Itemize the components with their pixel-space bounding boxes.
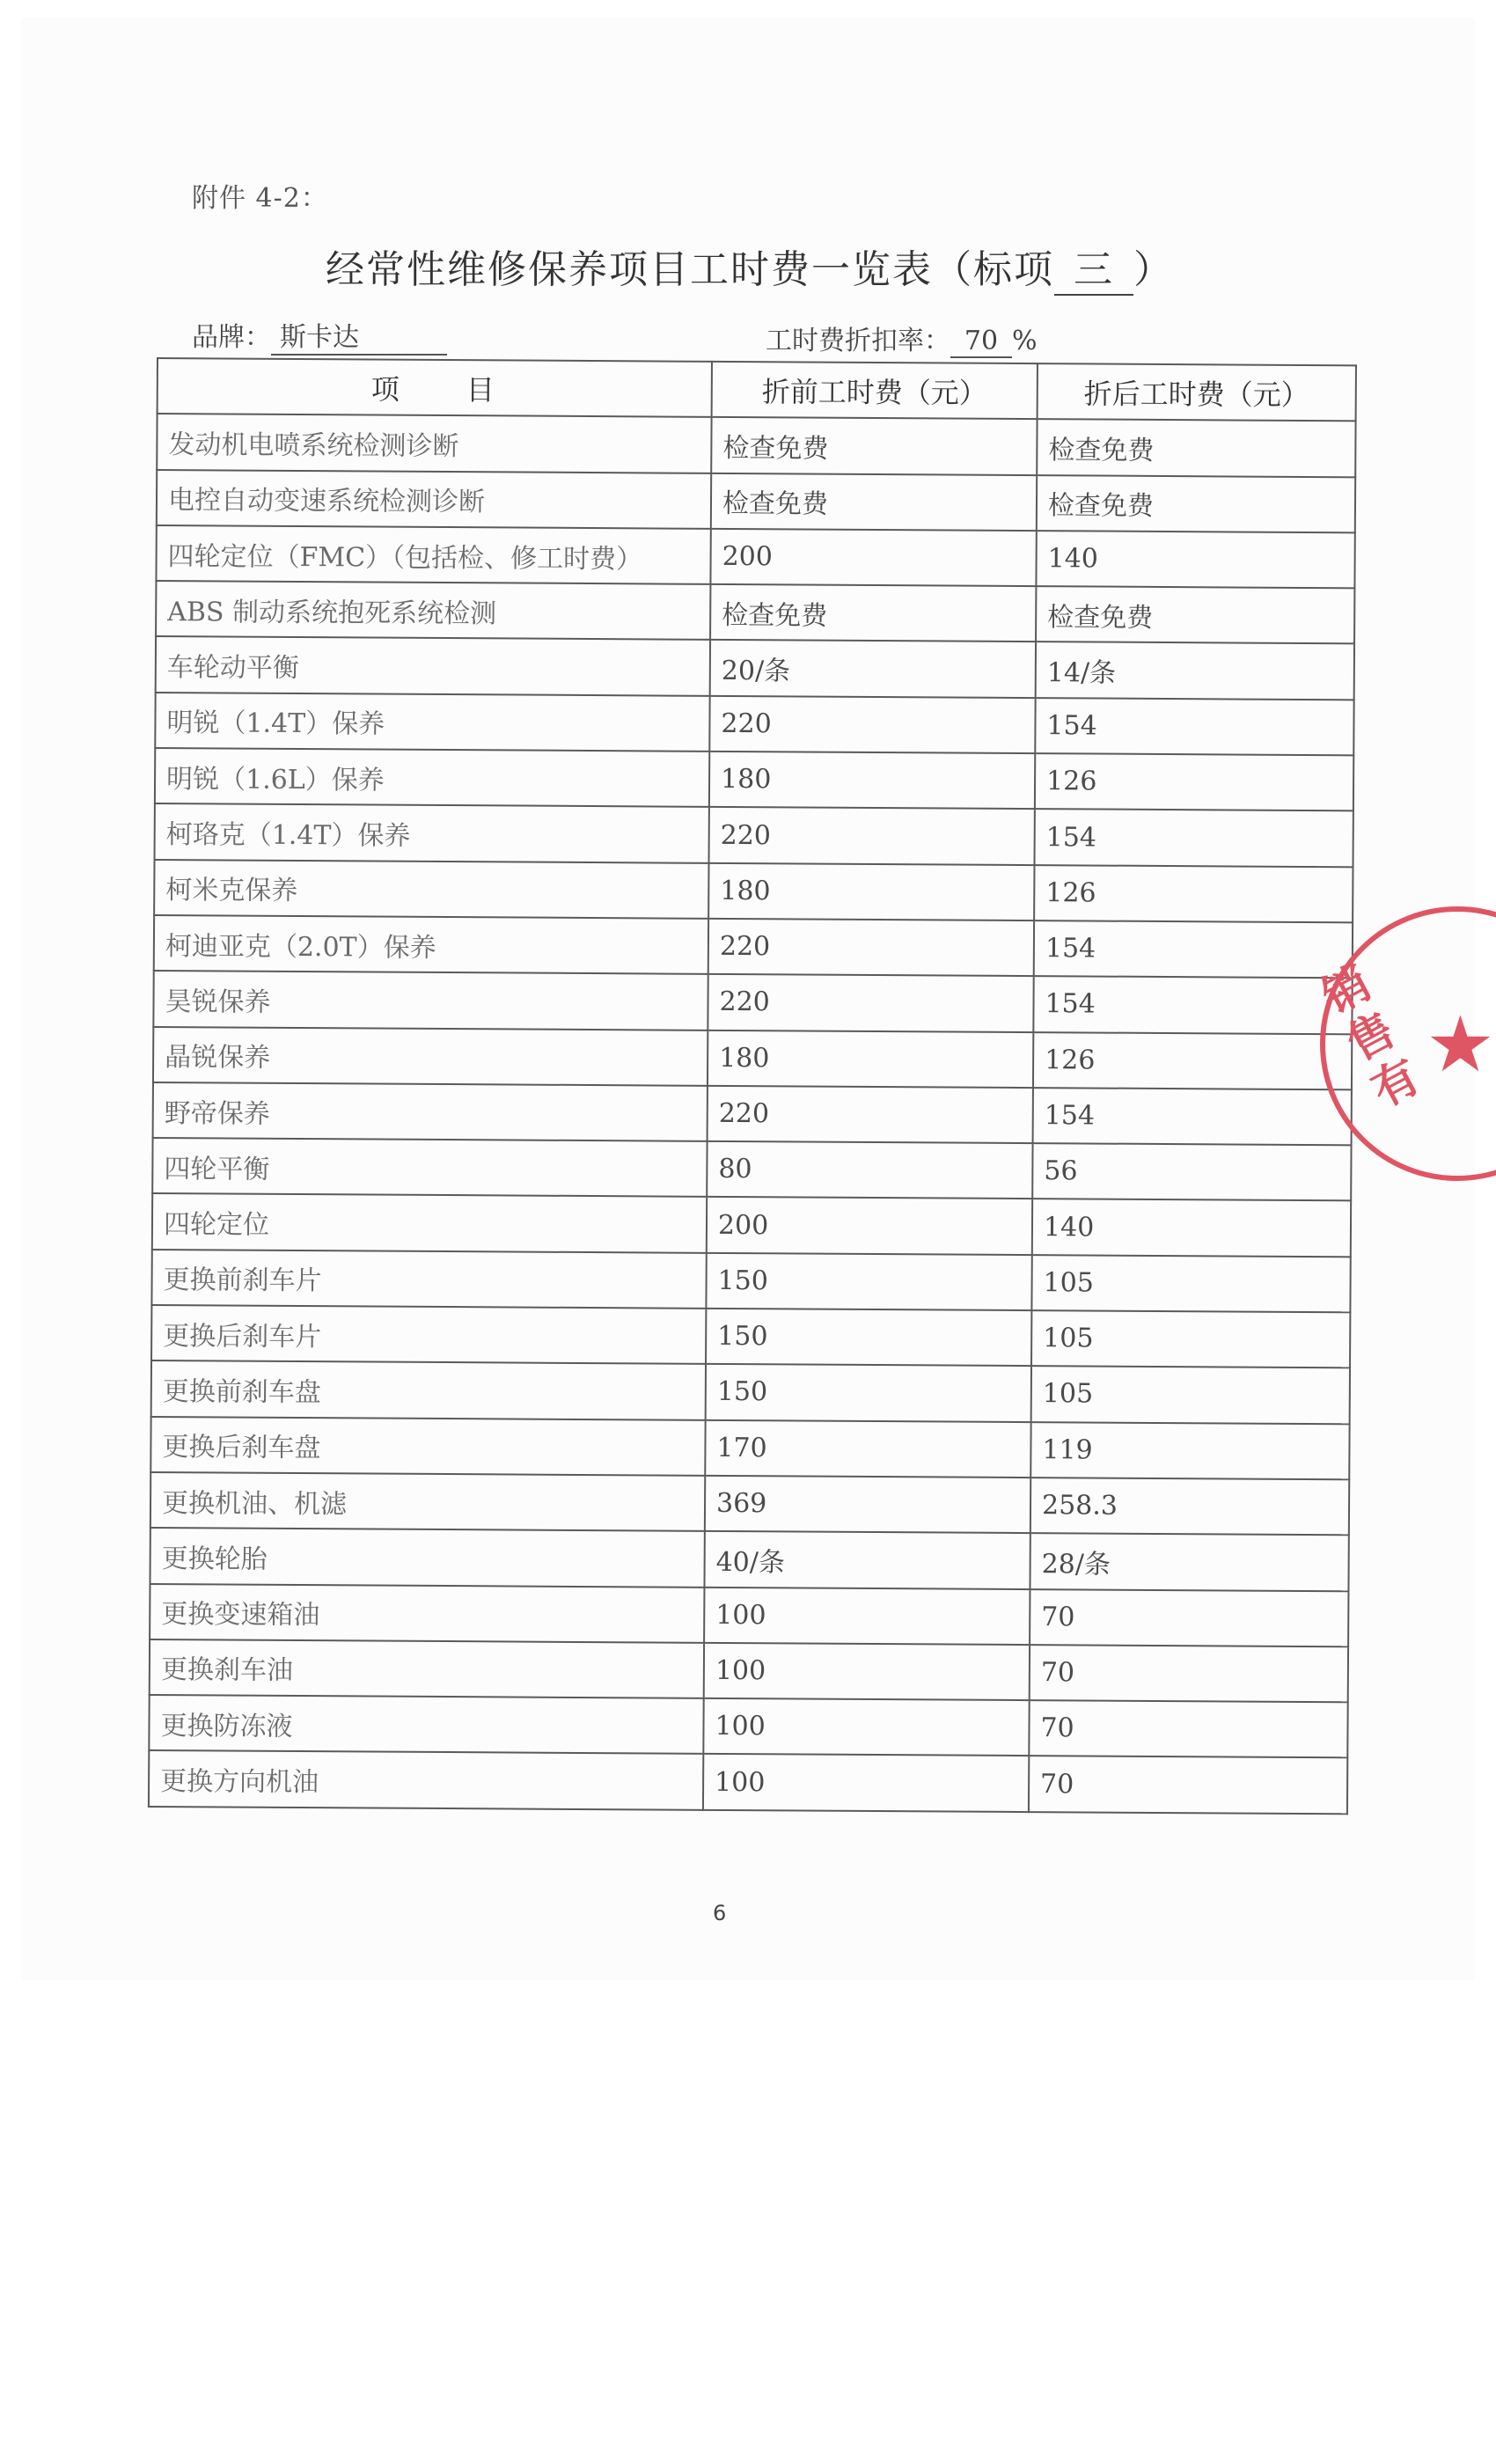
cell-item: 更换方向机油: [149, 1750, 703, 1809]
cell-item: 车轮动平衡: [156, 636, 710, 695]
cell-pre-discount: 220: [709, 807, 1035, 865]
header-pre-discount: 折前工时费（元）: [712, 362, 1038, 420]
cell-pre-discount: 40/条: [704, 1531, 1030, 1589]
cell-post-discount: 119: [1030, 1422, 1349, 1480]
cell-pre-discount: 220: [708, 974, 1033, 1032]
cell-item: 昊锐保养: [153, 971, 708, 1030]
cell-pre-discount: 检查免费: [711, 473, 1037, 531]
cell-post-discount: 105: [1031, 1366, 1350, 1424]
cell-post-discount: 126: [1034, 865, 1353, 923]
cell-item: 更换前刹车盘: [151, 1360, 706, 1419]
cell-item: 明锐（1.4T）保养: [155, 693, 709, 752]
cell-post-discount: 28/条: [1030, 1533, 1348, 1591]
cell-pre-discount: 180: [709, 752, 1035, 810]
cell-pre-discount: 检查免费: [710, 584, 1036, 642]
cell-item: 更换机油、机滤: [150, 1472, 705, 1531]
seal-star-icon: ★: [1426, 999, 1495, 1089]
cell-pre-discount: 180: [708, 863, 1034, 921]
table-row: [156, 636, 1354, 700]
cell-post-discount: 140: [1036, 531, 1354, 589]
page-number: 6: [713, 1901, 727, 1925]
company-seal-text: 销 售 有: [1313, 956, 1429, 1118]
table-row: [154, 915, 1353, 979]
table-row: [153, 971, 1352, 1034]
labor-fee-table: [148, 357, 1357, 1815]
table-row: [153, 1027, 1352, 1090]
cell-pre-discount: 100: [704, 1587, 1030, 1645]
cell-item: 柯迪亚克（2.0T）保养: [154, 915, 708, 974]
cell-pre-discount: 220: [708, 919, 1034, 977]
cell-pre-discount: 220: [709, 696, 1035, 754]
brand-value: 斯卡达: [271, 315, 447, 356]
cell-pre-discount: 220: [708, 1086, 1033, 1144]
table-row: [157, 414, 1355, 477]
cell-item: 四轮定位: [152, 1193, 707, 1252]
discount-unit: %: [1012, 326, 1038, 356]
cell-item: 发动机电喷系统检测诊断: [157, 414, 711, 473]
cell-post-discount: 258.3: [1030, 1478, 1349, 1536]
cell-post-discount: 105: [1031, 1255, 1350, 1313]
cell-item: 四轮平衡: [152, 1138, 707, 1197]
cell-pre-discount: 100: [704, 1643, 1030, 1701]
table-row: [149, 1750, 1347, 1814]
brand-line: [192, 315, 447, 356]
header-item: 项 目: [158, 358, 712, 417]
cell-pre-discount: 200: [710, 529, 1036, 587]
cell-item: 柯米克保养: [154, 860, 708, 919]
cell-pre-discount: 200: [707, 1197, 1032, 1255]
cell-pre-discount: 100: [703, 1698, 1029, 1756]
cell-pre-discount: 369: [705, 1476, 1030, 1534]
table-row: [150, 1472, 1349, 1536]
document-title: [326, 238, 1174, 296]
table-row: [151, 1250, 1350, 1313]
table-body: [149, 414, 1356, 1814]
cell-pre-discount: 100: [703, 1754, 1029, 1812]
cell-post-discount: 70: [1029, 1700, 1347, 1758]
cell-post-discount: 105: [1031, 1310, 1350, 1368]
table-row: [156, 581, 1354, 644]
table-row: [153, 1082, 1352, 1146]
cell-pre-discount: 150: [706, 1364, 1031, 1422]
cell-pre-discount: 20/条: [710, 640, 1036, 698]
discount-line: [766, 319, 1038, 358]
cell-post-discount: 154: [1034, 809, 1353, 867]
cell-item: 野帝保养: [153, 1082, 708, 1141]
cell-post-discount: 检查免费: [1036, 586, 1354, 644]
cell-post-discount: 126: [1035, 753, 1353, 811]
header-post-discount: 折后工时费（元）: [1038, 363, 1356, 422]
cell-pre-discount: 150: [706, 1253, 1031, 1311]
table-row: [155, 693, 1353, 756]
cell-item: 明锐（1.6L）保养: [155, 748, 709, 807]
cell-item: 更换后刹车片: [151, 1305, 706, 1364]
cell-pre-discount: 150: [706, 1309, 1031, 1367]
discount-value: 70: [950, 326, 1012, 358]
cell-post-discount: 154: [1034, 920, 1353, 979]
cell-post-discount: 检查免费: [1037, 475, 1355, 533]
cell-item: 更换刹车油: [150, 1639, 704, 1698]
table-row: [151, 1305, 1350, 1368]
table-row: [150, 1639, 1348, 1703]
cell-item: 更换防冻液: [149, 1695, 703, 1754]
brand-label: 品牌：: [192, 322, 271, 353]
cell-post-discount: 140: [1032, 1199, 1351, 1258]
cell-item: 四轮定位（FMC）（包括检、修工时费）: [156, 525, 710, 584]
table-row: [150, 1528, 1348, 1591]
cell-item: 更换轮胎: [150, 1528, 704, 1587]
cell-post-discount: 56: [1032, 1143, 1351, 1201]
cell-item: 柯珞克（1.4T）保养: [155, 803, 709, 862]
table-row: [152, 1193, 1351, 1257]
cell-pre-discount: 检查免费: [711, 417, 1037, 475]
cell-item: ABS 制动系统抱死系统检测: [156, 581, 710, 640]
cell-item: 晶锐保养: [153, 1027, 708, 1086]
table-row: [150, 1417, 1349, 1480]
cell-post-discount: 154: [1033, 1088, 1352, 1146]
cell-item: 电控自动变速系统检测诊断: [157, 470, 711, 529]
cell-post-discount: 126: [1033, 1032, 1352, 1090]
table-header-row: [158, 358, 1356, 422]
cell-post-discount: 70: [1030, 1645, 1348, 1703]
table-row: [150, 1584, 1348, 1647]
cell-post-discount: 70: [1029, 1756, 1347, 1815]
table-row: [157, 470, 1355, 533]
cell-post-discount: 154: [1033, 976, 1352, 1034]
cell-pre-discount: 170: [705, 1419, 1030, 1478]
title-prefix: 经常性维修保养项目工时费一览表（标项: [326, 247, 1054, 292]
attachment-label: 附件 4-2：: [192, 183, 328, 214]
title-section: 三: [1054, 238, 1133, 296]
table-row: [149, 1695, 1347, 1758]
cell-post-discount: 14/条: [1036, 642, 1354, 700]
table-row: [155, 748, 1353, 811]
cell-item: 更换后刹车盘: [150, 1417, 705, 1476]
cell-post-discount: 70: [1030, 1589, 1348, 1647]
table-row: [155, 803, 1353, 867]
cell-post-discount: 154: [1035, 698, 1353, 756]
table-row: [151, 1360, 1350, 1424]
cell-post-discount: 检查免费: [1037, 419, 1355, 477]
title-suffix: ）: [1133, 247, 1174, 292]
discount-label: 工时费折扣率：: [766, 326, 950, 356]
table-row: [154, 860, 1353, 923]
table-row: [152, 1138, 1351, 1201]
cell-pre-discount: 80: [707, 1141, 1032, 1199]
cell-item: 更换变速箱油: [150, 1584, 704, 1643]
cell-pre-discount: 180: [708, 1030, 1033, 1088]
cell-item: 更换前刹车片: [151, 1250, 706, 1309]
table-row: [156, 525, 1354, 589]
